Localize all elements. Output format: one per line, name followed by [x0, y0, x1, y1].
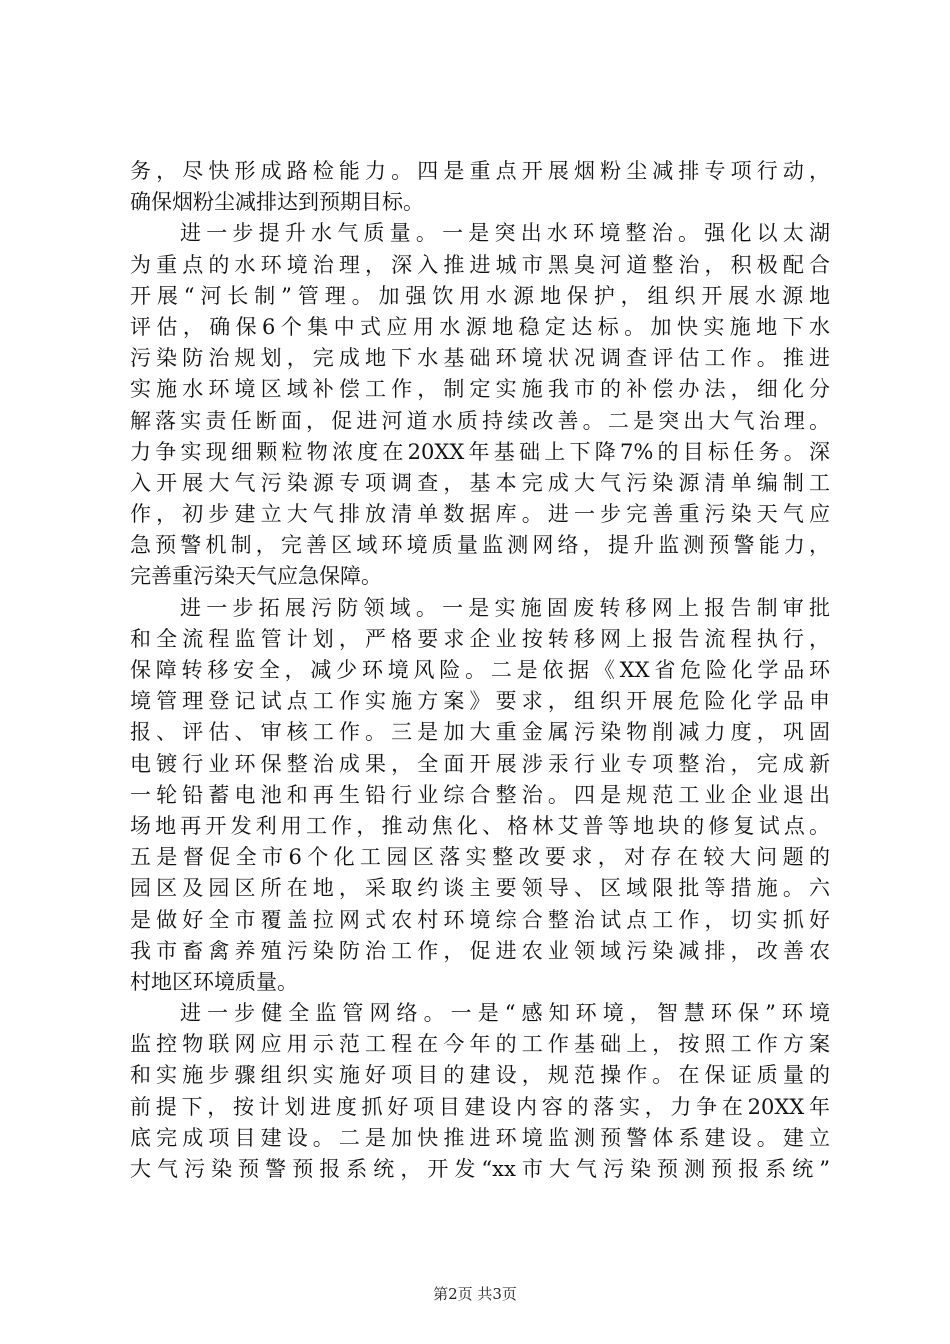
text-line: 监控物联网应用示范工程在今年的工作基础上，按照工作方案	[130, 1032, 830, 1057]
text-line: 入开展大气污染源专项调查，基本完成大气污染源清单编制工	[130, 470, 830, 495]
text-line: 一轮铅蓄电池和再生铅行业综合整治。四是规范工业企业退出	[130, 782, 830, 807]
text-line: 完善重污染天气应急保障。	[130, 564, 382, 589]
text-line: 确保烟粉尘减排达到预期目标。	[130, 190, 424, 215]
text-line: 报、评估、审核工作。三是加大重金属污染物削减力度，巩固	[130, 720, 830, 745]
text-line: 进一步健全监管网络。一是“感知环境，智慧环保”环境	[180, 1001, 830, 1026]
text-line: 场地再开发利用工作，推动焦化、格林艾普等地块的修复试点。	[130, 813, 830, 838]
text-line: 和实施步骤组织实施好项目的建设，规范操作。在保证质量的	[130, 1063, 830, 1088]
text-line: 村地区环境质量。	[130, 969, 298, 994]
text-line: 保障转移安全，减少环境风险。二是依据《XX省危险化学品环	[130, 658, 830, 682]
text-line: 污染防治规划，完成地下水基础环境状况调查评估工作。推进	[130, 346, 830, 371]
text-line: 底完成项目建设。二是加快推进环境监测预警体系建设。建立	[130, 1125, 830, 1150]
text-line: 力争实现细颗粒物浓度在20XX年基础上下降7%的目标任务。深	[130, 439, 830, 464]
paragraph	[130, 998, 830, 1185]
text-line: 境管理登记试点工作实施方案》要求，组织开展危险化学品申	[130, 689, 830, 714]
text-line: 是做好全市覆盖拉网式农村环境综合整治试点工作，切实抓好	[130, 907, 830, 932]
text-line: 大气污染预警预报系统，开发“xx市大气污染预测预报系统”	[130, 1157, 830, 1181]
text-line: 我市畜禽养殖污染防治工作，促进农业领域污染减排，改善农	[130, 938, 830, 963]
text-line: 和全流程监管计划，严格要求企业按转移网上报告流程执行，	[130, 626, 830, 651]
text-line: 开展“河长制”管理。加强饮用水源地保护，组织开展水源地	[130, 283, 830, 308]
text-line: 电镀行业环保整治成果，全面开展涉汞行业专项整治，完成新	[130, 751, 830, 776]
paragraph	[130, 593, 830, 998]
text-line: 解落实责任断面，促进河道水质持续改善。二是突出大气治理。	[130, 408, 830, 433]
text-line: 务，尽快形成路检能力。四是重点开展烟粉尘减排专项行动，	[130, 159, 830, 183]
document-body	[130, 156, 830, 1185]
page-footer: 第2页 共3页	[433, 1285, 517, 1303]
text-line: 进一步提升水气质量。一是突出水环境整治。强化以太湖	[180, 221, 830, 246]
text-line: 园区及园区所在地，采取约谈主要领导、区域限批等措施。六	[130, 876, 830, 901]
text-line: 评估，确保6个集中式应用水源地稳定达标。加快实施地下水	[130, 314, 830, 339]
text-line: 作，初步建立大气排放清单数据库。进一步完善重污染天气应	[130, 502, 830, 527]
text-line: 实施水环境区域补偿工作，制定实施我市的补偿办法，细化分	[130, 377, 830, 402]
text-line: 为重点的水环境治理，深入推进城市黑臭河道整治，积极配合	[130, 252, 830, 277]
paragraph	[130, 218, 830, 592]
text-line: 急预警机制，完善区域环境质量监测网络，提升监测预警能力，	[130, 533, 830, 558]
text-line: 进一步拓展污防领域。一是实施固废转移网上报告制审批	[180, 595, 830, 620]
text-line: 前提下，按计划进度抓好项目建设内容的落实，力争在20XX年	[130, 1094, 830, 1119]
text-line: 五是督促全市6个化工园区落实整改要求，对存在较大问题的	[130, 845, 830, 870]
paragraph	[130, 156, 830, 218]
